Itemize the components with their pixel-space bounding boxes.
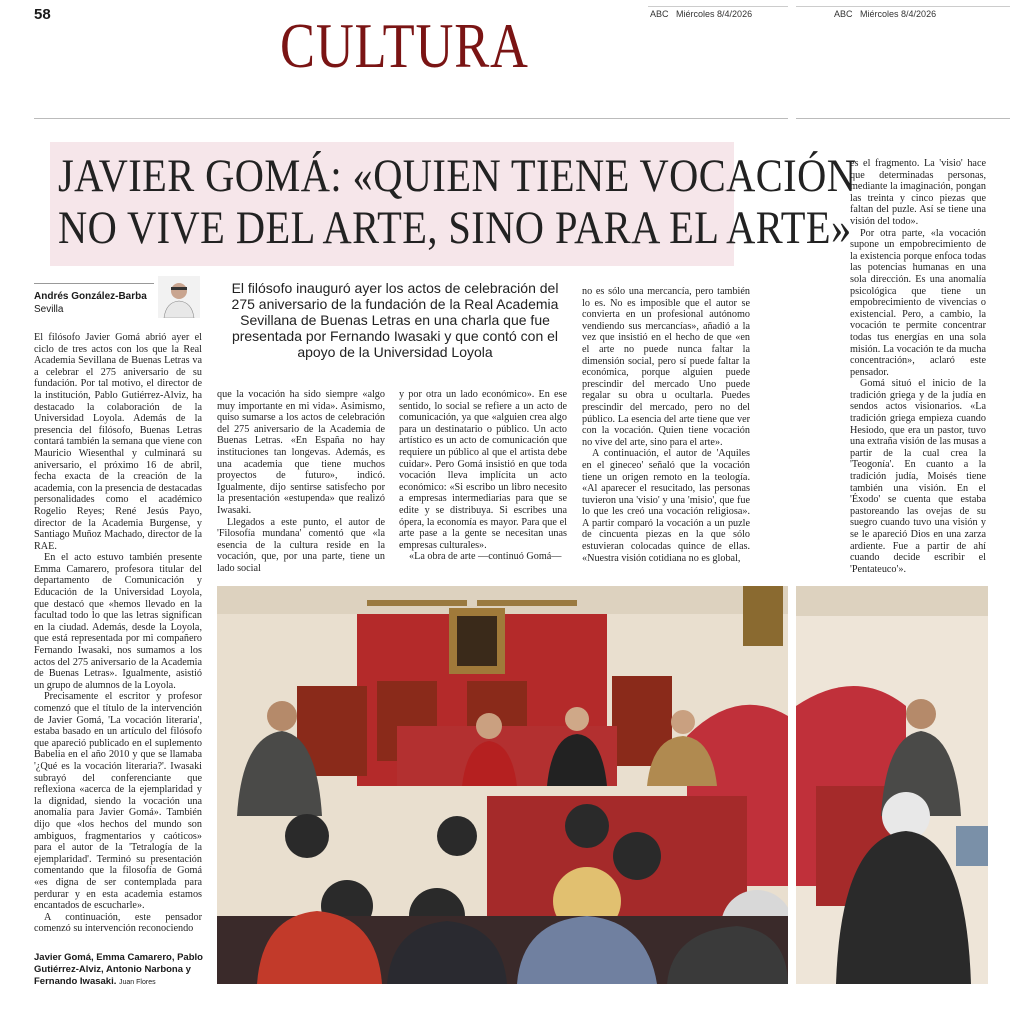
author-location: Sevilla [34,304,64,315]
byline-rule [34,283,154,284]
paragraph: Precisamente el escritor y profesor comenzó que el título de la intervención de Javier Gomá, 'La vocación literaria', estaba basado en un artículo del filósofo que apareció publicado en el suplemento Babelia en el año 2010 y que se llamaba '¿Qué es la vocación literaria?'. Iwasaki subrayó del conferenciante que reflexiona «acerca de la ejemplaridad y la dignidad, siendo la vocación una anomalía para Javier Gomá». También dijo que «los hechos del mundo son ambiguos, fragmentarios y caóticos» para el autor de la 'Tetralogía de la ejemplaridad'. Terminó su presentación comentando que la filosofía de Gomá «es digna de ser contemplada para perdurar y en esta academia estamos encantados de escucharle». [34,691,202,912]
headline-line-2: NO VIVE DEL ARTE, SINO PARA EL ARTE» [58,202,852,254]
column-4 [582,286,750,564]
header-publication [650,9,752,19]
column-1 [34,332,202,935]
column-2 [217,389,385,575]
event-photo [217,586,788,984]
page-number: 58 [34,6,51,23]
paragraph: Llegados a este punto, el autor de 'Filosofía mundana' comentó que «la esencia de la cultura reside en la vocación, que, por una parte, tiene un lado social [217,516,385,574]
photo-caption [34,952,212,989]
paragraph: y por otra un lado económico». En ese sentido, lo social se refiere a un acto de comunicación, ya que «alguien crea algo para un destinatario o público. Un acto artístico es un acto de comunicación que requiere un público al que el artista debe cuidar». Pero Gomá insistió en que toda vocación lleva implícita un acto económico: «Si escribo un libro necesito a empresas intermediarias para que se edite y se distribuya. Si escribes una ópera, la economía es mayor. Para que el arte pase a la gente se necesitan unas empresas culturales». [399,389,567,551]
top-rule [796,118,1010,119]
top-rule [34,118,788,119]
paragraph: En el acto estuvo también presente Emma Camarero, profesora titular del departamento de Comunicación y Educación de la Universidad Loyola, que destacó que «hemos llevado en la facultad todo lo que las letras significan en la ciudad. Además, desde la Loyola, que está representada por mi compañero Fernando Iwasaki, nos sumamos a los actos del 275 aniversario de la Academia de Buenas Letras». Igualmente, asistió un grupo de alumnos de la Loyola. [34,552,202,691]
photo-credit: Juan Flores [119,979,156,986]
section-title: CULTURA [280,10,529,81]
paragraph: A continuación, el autor de 'Aquiles en el gineceo' señaló que la vocación tiene un origen remoto en la teología. «Al aparecer el resucitado, las personas tuvieron una 'visio' y una 'misio', que fue lo que les creó una vocación religiosa». A partir comparó la vocación a un puzle de cincuenta piezas en la que sólo estuvieran colocadas quince de ellas. «Nuestra visión cotidiana no es global, [582,448,750,564]
author-avatar [158,276,200,318]
paragraph: Por otra parte, «la vocación supone un empobrecimiento de la existencia porque enfoca todas las potencias humanas en una sola dirección. Es una anomalía psicológica que tiene un empobrecimiento de vivencias o existencial. Pero, a cambio, la vocación te permite concentrar todas tus energías en una sola misión. La vocación te da mucha concentración», aclaró este pensador. [850,227,986,378]
author-name: Andrés González-Barba [34,291,147,302]
column-3 [399,389,567,563]
header-rule [648,6,788,7]
publication-date: Miércoles 8/4/2026 [676,9,753,19]
paragraph: que la vocación ha sido siempre «algo muy importante en mi vida». Asimismo, quiso sumarse a los actos de celebración del 275 aniversario de la Academia de Buenas Letras. «En España no hay instituciones tan longevas. Además, es una academia que tiene muchos proyectos de futuro», indicó. Igualmente, dijo sentirse satisfecho por la presentación «estupenda» que realizó Iwasaki. [217,389,385,516]
paragraph: El filósofo Javier Gomá abrió ayer el ciclo de tres actos con los que la Real Academia Sevillana de Buenas Letras va a celebrar el 275 aniversario de su fundación. Por tal motivo, el director de la institución, Pablo Gutiérrez-Alviz, ha destacado la colaboración de la Universidad Loyola. Además de la presencia del filósofo, Buenas Letras contará también la semana que viene con Mauricio Wiesenthal y culminará su aniversario, el próximo 16 de abril, fecha exacta de la creación de la academia, con la presencia de destacadas personalidades como el académico Rogelio Reyes; René Jesús Payo, director de la Academia Burgense, y Santiago Muñoz Machado, director de la RAE. [34,332,202,552]
headline-line-1: JAVIER GOMÁ: «QUIEN TIENE VOCACIÓN [58,150,857,202]
publication-name: ABC [834,9,853,19]
paragraph: «La obra de arte —continuó Gomá— [409,551,562,563]
paragraph: A continuación, este pensador comenzó su intervención reconociendo [34,911,202,935]
paragraph: Gomá situó el inicio de la tradición griega y de la judía en sendos actos visionarios. «La tradición griega empieza cuando Hesiodo, que era un pastor, tuvo una extraña visión de las musas a partir de la cual crea la 'Teogonía'. En cuanto a la tradición judía, Moisés tiene también una visión. En el 'Éxodo' se cuenta que estaba pastoreando las ovejas de su suegro cuando tuvo una visión y se le apareció Dios en una zarza ardiente. Fue a partir de ahí cuando decide escribir el 'Pentateuco'». [850,378,986,575]
headline [58,150,857,254]
paragraph: es el fragmento. La 'visio' hace que determinadas personas, mediante la imaginación, pongan las treinta y cinco piezas que faltan del puzle. Así se tiene una visión del todo». [850,158,986,227]
publication-date: Miércoles 8/4/2026 [860,9,937,19]
caption-text: Javier Gomá, Emma Camarero, Pablo Gutiérrez-Alviz, Antonio Narbona y Fernando Iwasaki. [34,952,203,987]
header-rule [796,6,1010,7]
event-photo-detail [796,586,988,984]
article-lead: El filósofo inauguró ayer los actos de celebración del 275 aniversario de la fundación de la Real Academia Sevillana de Buenas Letras en una charla que fue presentada por Fernando Iwasaki y que contó con el apoyo de la Universidad Loyola [231,280,559,360]
paragraph: no es sólo una mercancía, pero también lo es. No es imposible que el autor se convierta en un profesional autónomo vendiendo sus mercancías», añadió a la vez que insistió en el hecho de que «en el arte no puede nunca faltar la dimensión social, pero sí puede faltar la económica, porque alguien puede prescindir del mercado Uno puede regalar su obra u ocultarla. Puedes prescindir del mercado, pero no del público. La esencia del arte tiene que ver con la vocación. Quien tiene vocación no vive del arte, sino para el arte». [582,286,750,448]
column-5 [850,158,986,575]
byline [34,290,147,316]
header-publication-2 [834,9,936,19]
publication-name: ABC [650,9,669,19]
